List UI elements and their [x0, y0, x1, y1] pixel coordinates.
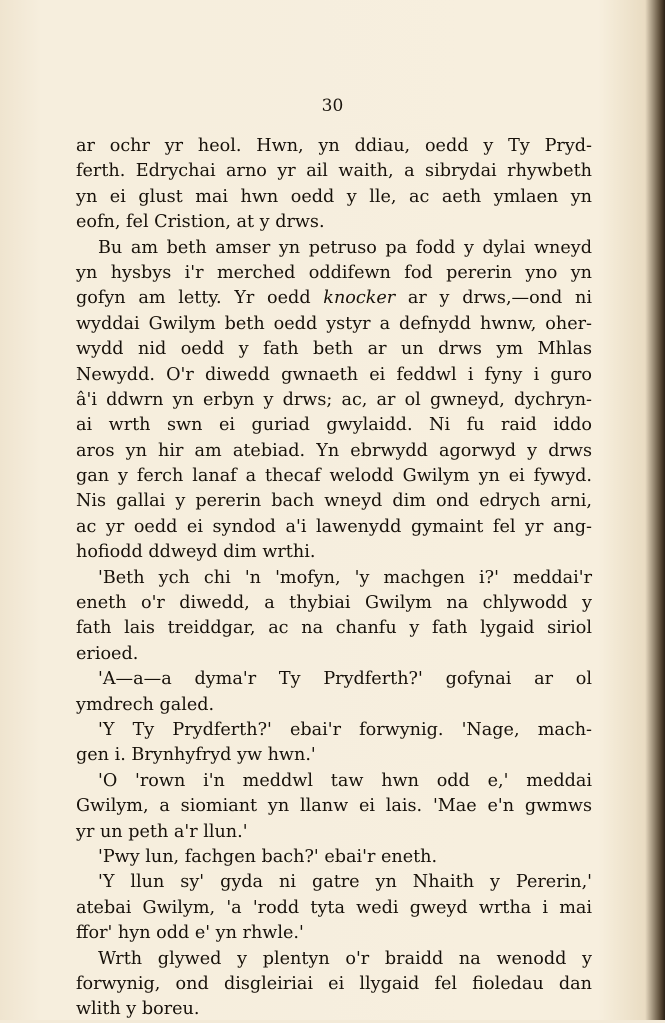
text-line: hofiodd ddweyd dim wrthi. [76, 542, 316, 563]
text-line: 'O 'rown i'n meddwl taw hwn odd e,' meddai [98, 770, 592, 791]
text-line: ac yr oedd ei syndod a'i lawenydd gymaint fel yr ang- [76, 516, 592, 537]
text-line: ar ochr yr heol. Hwn, yn ddiau, oedd y Ty Pryd- [76, 136, 592, 156]
text-line: eofn, fel Cristion, at y drws. [76, 212, 325, 233]
text-line: yr un peth a'r llun.' [76, 821, 248, 842]
text-line: 'Y llun sy' gyda ni gatre yn Nhaith y Pererin,' [98, 872, 592, 893]
text-line: yn ei glust mai hwn oedd y lle, ac aeth ymlaen yn [76, 186, 592, 207]
text-line: wlith y boreu. [76, 999, 200, 1020]
text-line: atebai Gwilym, 'a 'rodd tyta wedi gweyd wrtha i mai [76, 897, 592, 918]
text-line: erioed. [76, 643, 139, 664]
text-line: Newydd. O'r diwedd gwnaeth ei feddwl i fyny i guro [76, 364, 592, 385]
page-number: 30 [321, 96, 344, 116]
text-line: yn hysbys i'r merched oddifewn fod pererin yno yn [76, 262, 592, 283]
text-line: 'Beth ych chi 'n 'mofyn, 'y machgen i?' meddai'r [98, 567, 592, 588]
text-line: Gwilym, a siomiant yn llanw ei lais. 'Mae e'n gwmws [76, 796, 592, 817]
italic-word: knocker [323, 288, 396, 309]
text-line: â'i ddwrn yn erbyn y drws; ac, ar ol gwneyd, dychryn- [76, 389, 592, 410]
text-line: Wrth glywed y plentyn o'r braidd na wenodd y [98, 948, 592, 969]
text-line: 'Pwy lun, fachgen bach?' ebai'r eneth. [98, 846, 438, 867]
text-line: eneth o'r diwedd, a thybiai Gwilym na chlywodd y [76, 593, 592, 614]
text-line: ai wrth swn ei guriad gwylaidd. Ni fu raid iddo [76, 415, 592, 436]
text-line: fath lais treiddgar, ac na chanfu y fath lygaid siriol [76, 618, 592, 639]
body-text [76, 134, 592, 1023]
text-line: ferth. Edrychai arno yr ail waith, a sibrydai rhywbeth [76, 161, 592, 182]
text-line: wydd nid oedd y fath beth ar un drws ym Mhlas [76, 339, 592, 360]
text-segment: gofyn am letty. Yr oedd [76, 288, 324, 309]
text-line [76, 286, 592, 311]
text-segment: ar y drws,—ond ni [395, 288, 592, 309]
text-line: wyddai Gwilym beth oedd ystyr a defnydd hwnw, oher- [76, 313, 592, 334]
text-line: forwynig, ond disgleiriai ei llygaid fel fioledau dan [76, 973, 592, 994]
text-line: 'Y Ty Prydferth?' ebai'r forwynig. 'Nage, mach- [98, 719, 592, 740]
text-line: Bu am beth amser yn petruso pa fodd y dylai wneyd [98, 237, 592, 258]
text-line: aros yn hir am atebiad. Yn ebrwydd agorwyd y drws [76, 440, 592, 461]
text-line: gen i. Brynhyfryd yw hwn.' [76, 745, 316, 766]
text-line: Nis gallai y pererin bach wneyd dim ond edrych arni, [76, 491, 592, 512]
text-line: ymdrech galed. [76, 694, 215, 715]
text-line: 'A—a—a dyma'r Ty Prydferth?' gofynai ar ol [98, 669, 592, 690]
text-line: ffor' hyn odd e' yn rhwle.' [76, 923, 304, 944]
text-line: gan y ferch lanaf a thecaf welodd Gwilym yn ei fywyd. [76, 466, 592, 487]
